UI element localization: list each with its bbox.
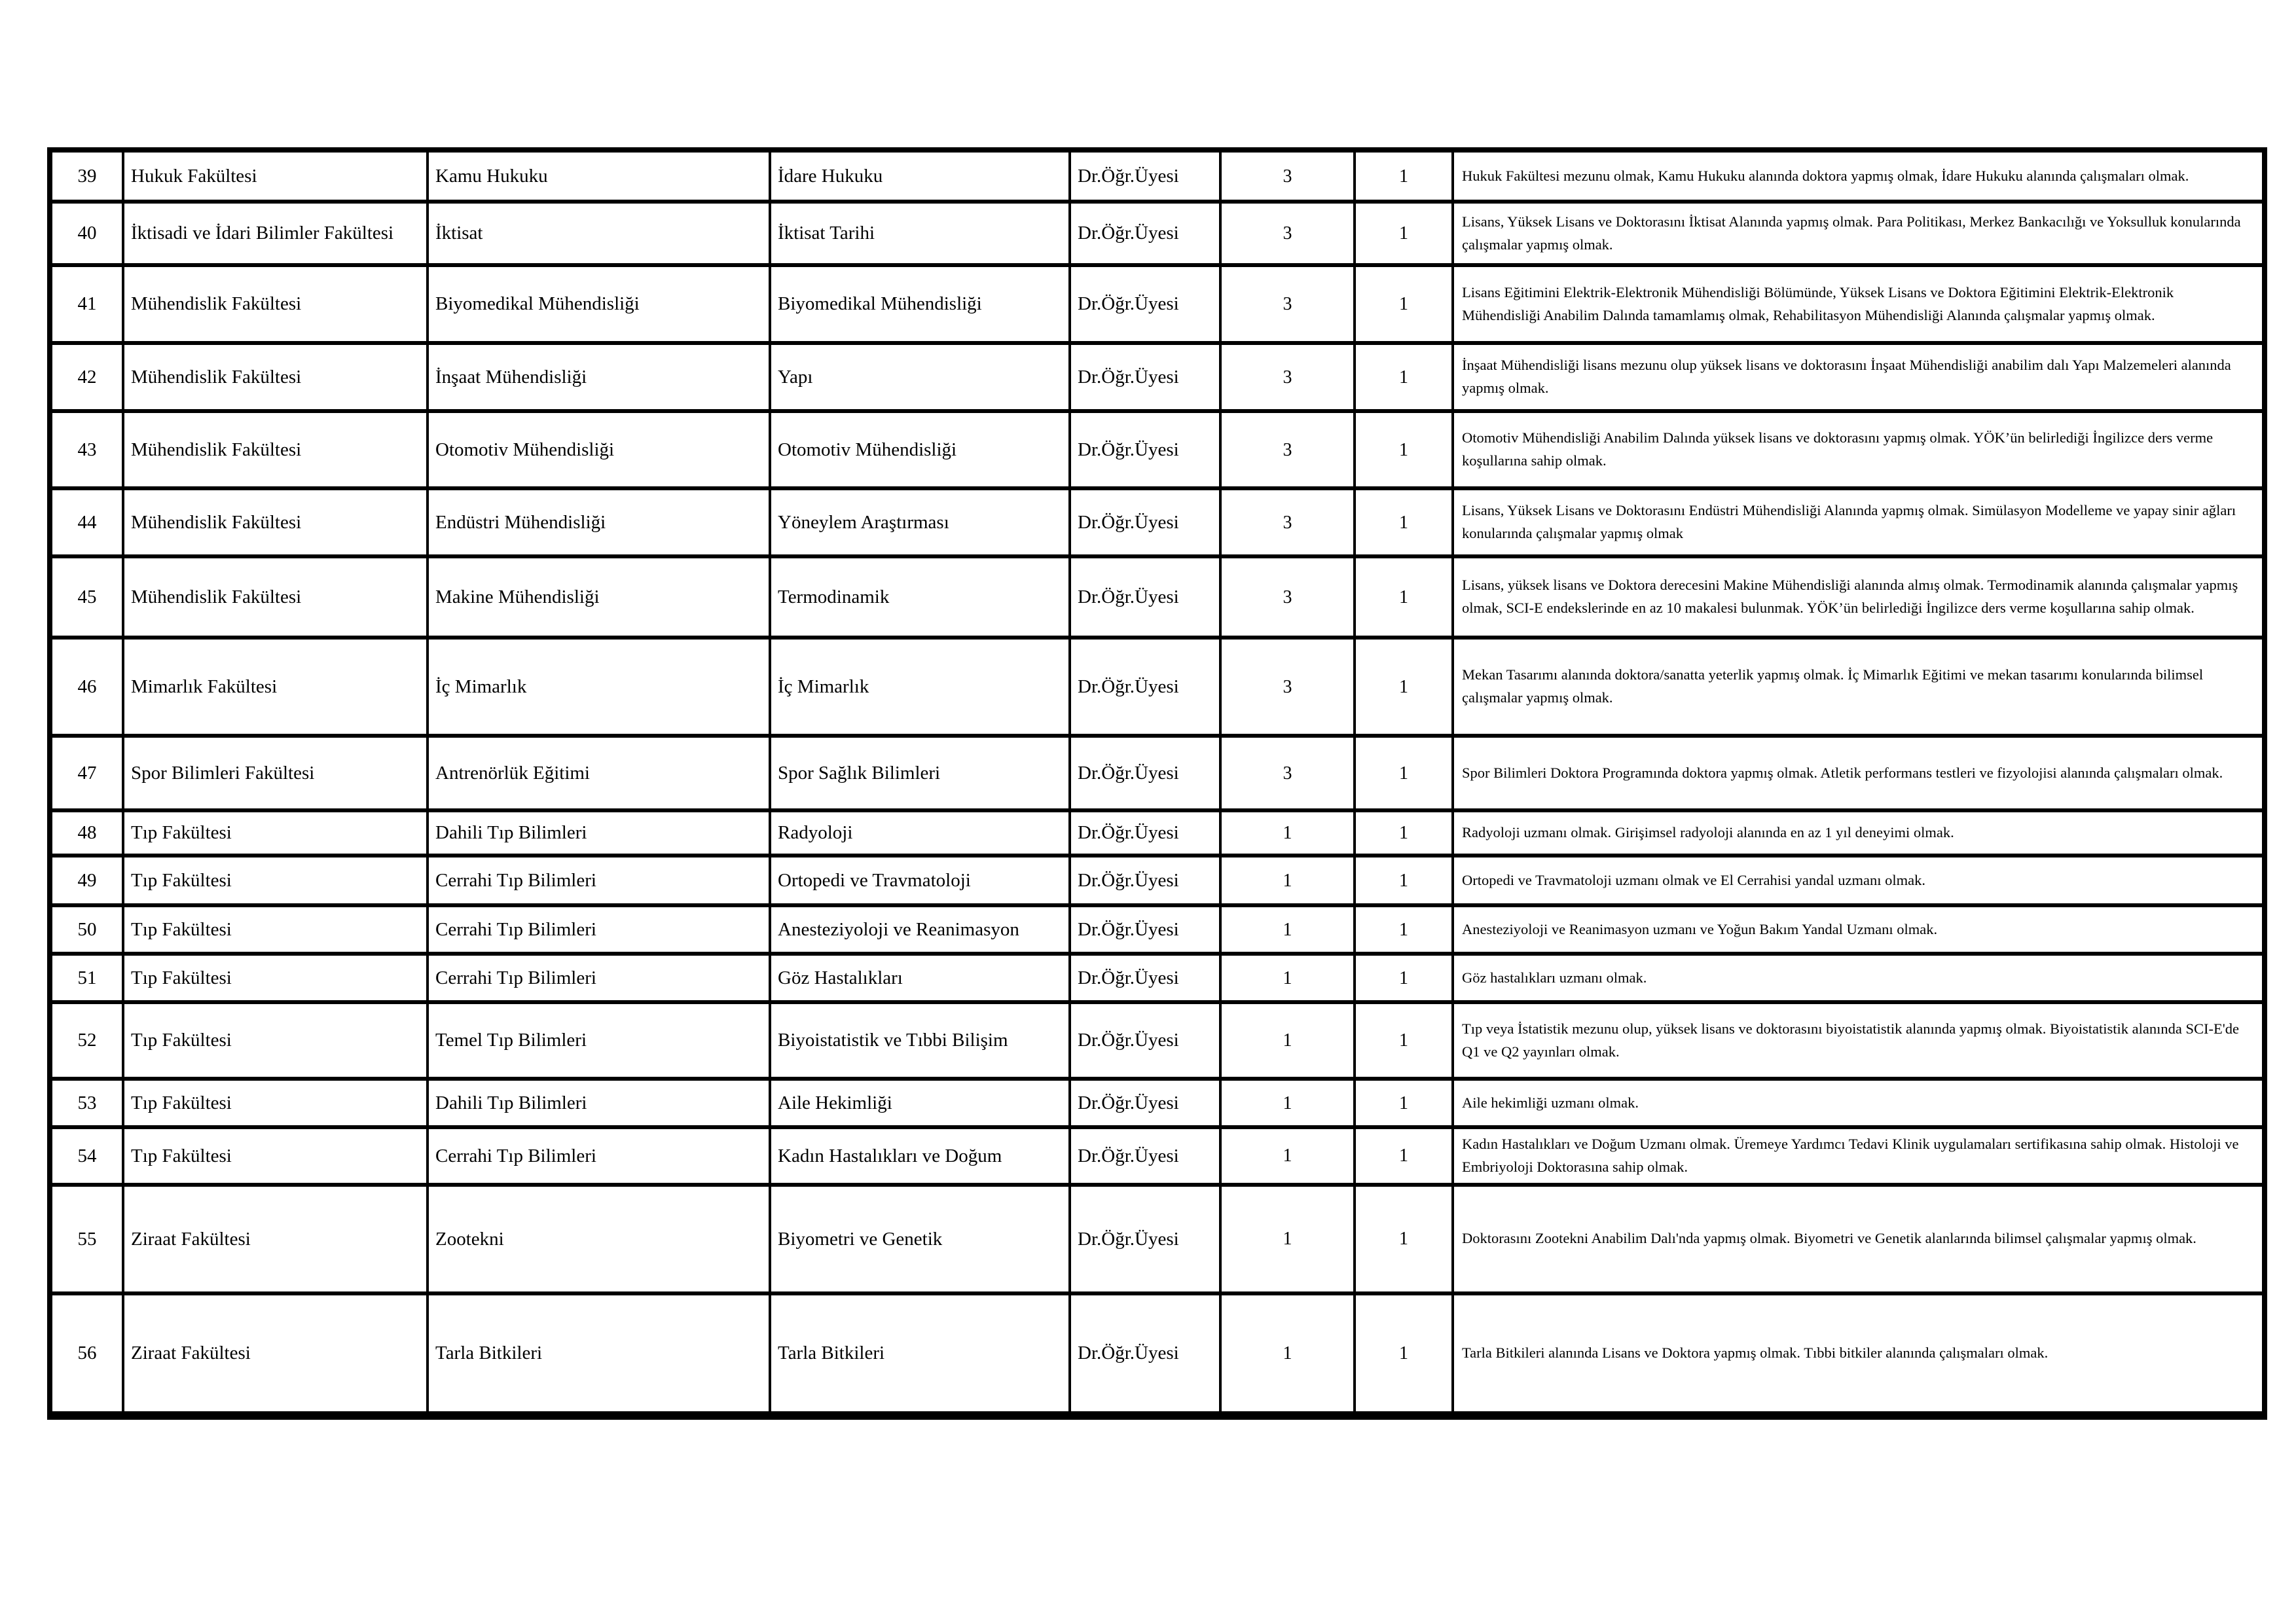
cell-quota: 3 <box>1220 265 1355 343</box>
cell-faculty: Mühendislik Fakültesi <box>123 556 428 638</box>
cell-title: Dr.Öğr.Üyesi <box>1070 638 1220 736</box>
cell-faculty: Tıp Fakültesi <box>123 905 428 954</box>
cell-count: 1 <box>1355 638 1453 736</box>
cell-title: Dr.Öğr.Üyesi <box>1070 150 1220 202</box>
cell-title: Dr.Öğr.Üyesi <box>1070 810 1220 856</box>
cell-program: Biyoistatistik ve Tıbbi Bilişim <box>770 1002 1070 1079</box>
cell-department: Otomotiv Mühendisliği <box>428 411 770 488</box>
cell-requirements: Mekan Tasarımı alanında doktora/sanatta yeterlik yapmış olmak. İç Mimarlık Eğitimi ve mekan tasarımı konularında bilimsel çalışmalar yapmış olmak. <box>1453 638 2265 736</box>
cell-faculty: Mühendislik Fakültesi <box>123 265 428 343</box>
cell-row-number: 39 <box>50 150 123 202</box>
cell-requirements: Hukuk Fakültesi mezunu olmak, Kamu Hukuku alanında doktora yapmış olmak, İdare Hukuku alanında çalışmaları olmak. <box>1453 150 2265 202</box>
cell-quota: 3 <box>1220 150 1355 202</box>
table-row <box>50 488 2265 556</box>
cell-requirements: İnşaat Mühendisliği lisans mezunu olup yüksek lisans ve doktorasını İnşaat Mühendisliği anabilim dalı Yapı Malzemeleri alanında yapmış olmak. <box>1453 343 2265 411</box>
table-row <box>50 736 2265 810</box>
cell-count: 1 <box>1355 556 1453 638</box>
cell-program: Kadın Hastalıkları ve Doğum <box>770 1127 1070 1185</box>
cell-quota: 1 <box>1220 856 1355 905</box>
cell-department: Dahili Tıp Bilimleri <box>428 1079 770 1127</box>
cell-department: İç Mimarlık <box>428 638 770 736</box>
cell-faculty: Spor Bilimleri Fakültesi <box>123 736 428 810</box>
cell-department: Temel Tıp Bilimleri <box>428 1002 770 1079</box>
position-table-body <box>50 150 2265 1416</box>
cell-title: Dr.Öğr.Üyesi <box>1070 556 1220 638</box>
cell-department: İktisat <box>428 202 770 265</box>
cell-requirements: Doktorasını Zootekni Anabilim Dalı'nda yapmış olmak. Biyometri ve Genetik alanlarında bilimsel çalışmalar yapmış olmak. <box>1453 1185 2265 1293</box>
cell-count: 1 <box>1355 1293 1453 1416</box>
cell-quota: 3 <box>1220 488 1355 556</box>
cell-quota: 3 <box>1220 736 1355 810</box>
cell-count: 1 <box>1355 343 1453 411</box>
cell-count: 1 <box>1355 488 1453 556</box>
table-row <box>50 638 2265 736</box>
cell-quota: 1 <box>1220 1293 1355 1416</box>
cell-row-number: 49 <box>50 856 123 905</box>
cell-department: Tarla Bitkileri <box>428 1293 770 1416</box>
cell-faculty: Ziraat Fakültesi <box>123 1293 428 1416</box>
table-row <box>50 265 2265 343</box>
cell-row-number: 55 <box>50 1185 123 1293</box>
table-row <box>50 411 2265 488</box>
cell-requirements: Radyoloji uzmanı olmak. Girişimsel radyoloji alanında en az 1 yıl deneyimi olmak. <box>1453 810 2265 856</box>
cell-count: 1 <box>1355 1079 1453 1127</box>
cell-program: Termodinamik <box>770 556 1070 638</box>
cell-title: Dr.Öğr.Üyesi <box>1070 202 1220 265</box>
cell-department: Biyomedikal Mühendisliği <box>428 265 770 343</box>
cell-requirements: Lisans Eğitimini Elektrik-Elektronik Mühendisliği Bölümünde, Yüksek Lisans ve Doktora Eğitimini Elektrik-Elektronik Mühendisliği Anabilim Dalında tamamlamış olmak, Rehabilitasyon Mühendisliği Alanında çalışmalar yapmış olmak. <box>1453 265 2265 343</box>
cell-program: Otomotiv Mühendisliği <box>770 411 1070 488</box>
cell-title: Dr.Öğr.Üyesi <box>1070 1293 1220 1416</box>
cell-department: Cerrahi Tıp Bilimleri <box>428 856 770 905</box>
cell-program: Biyometri ve Genetik <box>770 1185 1070 1293</box>
cell-faculty: Tıp Fakültesi <box>123 810 428 856</box>
cell-row-number: 45 <box>50 556 123 638</box>
cell-quota: 3 <box>1220 638 1355 736</box>
cell-requirements: Lisans, yüksek lisans ve Doktora derecesini Makine Mühendisliği alanında almış olmak. Termodinamik alanında çalışmalar yapmış olmak, SCI-E endekslerinde en az 10 makalesi bulunmak. YÖK’ün belirlediği İngilizce ders verme koşullarına sahip olmak. <box>1453 556 2265 638</box>
table-row <box>50 810 2265 856</box>
cell-department: Kamu Hukuku <box>428 150 770 202</box>
cell-quota: 1 <box>1220 1185 1355 1293</box>
cell-department: Cerrahi Tıp Bilimleri <box>428 1127 770 1185</box>
cell-quota: 3 <box>1220 411 1355 488</box>
cell-program: Aile Hekimliği <box>770 1079 1070 1127</box>
cell-requirements: Tarla Bitkileri alanında Lisans ve Doktora yapmış olmak. Tıbbi bitkiler alanında çalışmaları olmak. <box>1453 1293 2265 1416</box>
cell-program: Spor Sağlık Bilimleri <box>770 736 1070 810</box>
cell-count: 1 <box>1355 150 1453 202</box>
cell-requirements: Otomotiv Mühendisliği Anabilim Dalında yüksek lisans ve doktorasını yapmış olmak. YÖK’ün belirlediği İngilizce ders verme koşullarına sahip olmak. <box>1453 411 2265 488</box>
cell-faculty: Tıp Fakültesi <box>123 856 428 905</box>
cell-count: 1 <box>1355 1185 1453 1293</box>
cell-department: Dahili Tıp Bilimleri <box>428 810 770 856</box>
cell-faculty: Ziraat Fakültesi <box>123 1185 428 1293</box>
cell-count: 1 <box>1355 202 1453 265</box>
cell-program: Ortopedi ve Travmatoloji <box>770 856 1070 905</box>
table-row <box>50 856 2265 905</box>
cell-quota: 1 <box>1220 954 1355 1002</box>
cell-department: Endüstri Mühendisliği <box>428 488 770 556</box>
cell-row-number: 42 <box>50 343 123 411</box>
cell-title: Dr.Öğr.Üyesi <box>1070 1002 1220 1079</box>
cell-quota: 1 <box>1220 1079 1355 1127</box>
cell-row-number: 40 <box>50 202 123 265</box>
cell-quota: 3 <box>1220 343 1355 411</box>
cell-row-number: 53 <box>50 1079 123 1127</box>
cell-department: Zootekni <box>428 1185 770 1293</box>
cell-count: 1 <box>1355 954 1453 1002</box>
cell-program: Tarla Bitkileri <box>770 1293 1070 1416</box>
cell-requirements: Tıp veya İstatistik mezunu olup, yüksek lisans ve doktorasını biyoistatistik alanında yapmış olmak. Biyoistatistik alanında SCI-E'de Q1 ve Q2 yayınları olmak. <box>1453 1002 2265 1079</box>
cell-count: 1 <box>1355 856 1453 905</box>
table-row <box>50 905 2265 954</box>
cell-program: İç Mimarlık <box>770 638 1070 736</box>
cell-quota: 3 <box>1220 202 1355 265</box>
cell-faculty: Tıp Fakültesi <box>123 1127 428 1185</box>
cell-title: Dr.Öğr.Üyesi <box>1070 954 1220 1002</box>
table-row <box>50 150 2265 202</box>
cell-requirements: Kadın Hastalıkları ve Doğum Uzmanı olmak. Üremeye Yardımcı Tedavi Klinik uygulamaları sertifikasına sahip olmak. Histoloji ve Embriyoloji Doktorasına sahip olmak. <box>1453 1127 2265 1185</box>
table-row <box>50 954 2265 1002</box>
cell-program: Biyomedikal Mühendisliği <box>770 265 1070 343</box>
cell-row-number: 51 <box>50 954 123 1002</box>
cell-quota: 1 <box>1220 1002 1355 1079</box>
cell-quota: 1 <box>1220 1127 1355 1185</box>
table-row <box>50 1185 2265 1293</box>
cell-row-number: 50 <box>50 905 123 954</box>
table-row <box>50 556 2265 638</box>
cell-faculty: Hukuk Fakültesi <box>123 150 428 202</box>
cell-count: 1 <box>1355 265 1453 343</box>
cell-department: Cerrahi Tıp Bilimleri <box>428 954 770 1002</box>
cell-count: 1 <box>1355 1002 1453 1079</box>
cell-program: Yöneylem Araştırması <box>770 488 1070 556</box>
cell-row-number: 46 <box>50 638 123 736</box>
cell-faculty: Tıp Fakültesi <box>123 1002 428 1079</box>
table-row <box>50 343 2265 411</box>
table-row <box>50 202 2265 265</box>
cell-requirements: Anesteziyoloji ve Reanimasyon uzmanı ve Yoğun Bakım Yandal Uzmanı olmak. <box>1453 905 2265 954</box>
cell-title: Dr.Öğr.Üyesi <box>1070 905 1220 954</box>
cell-title: Dr.Öğr.Üyesi <box>1070 265 1220 343</box>
cell-faculty: Mühendislik Fakültesi <box>123 411 428 488</box>
cell-count: 1 <box>1355 810 1453 856</box>
cell-count: 1 <box>1355 1127 1453 1185</box>
cell-row-number: 47 <box>50 736 123 810</box>
table-row <box>50 1293 2265 1416</box>
cell-row-number: 43 <box>50 411 123 488</box>
cell-faculty: Tıp Fakültesi <box>123 1079 428 1127</box>
cell-title: Dr.Öğr.Üyesi <box>1070 488 1220 556</box>
cell-department: İnşaat Mühendisliği <box>428 343 770 411</box>
cell-title: Dr.Öğr.Üyesi <box>1070 1127 1220 1185</box>
cell-program: Radyoloji <box>770 810 1070 856</box>
cell-requirements: Lisans, Yüksek Lisans ve Doktorasını İktisat Alanında yapmış olmak. Para Politikası, Merkez Bankacılığı ve Yoksulluk konularında çalışmalar yapmış olmak. <box>1453 202 2265 265</box>
cell-requirements: Lisans, Yüksek Lisans ve Doktorasını Endüstri Mühendisliği Alanında yapmış olmak. Simülasyon Modelleme ve yapay sinir ağları konularında çalışmalar yapmış olmak <box>1453 488 2265 556</box>
cell-faculty: İktisadi ve İdari Bilimler Fakültesi <box>123 202 428 265</box>
cell-count: 1 <box>1355 736 1453 810</box>
cell-faculty: Tıp Fakültesi <box>123 954 428 1002</box>
cell-program: Göz Hastalıkları <box>770 954 1070 1002</box>
cell-row-number: 54 <box>50 1127 123 1185</box>
table-row <box>50 1079 2265 1127</box>
cell-requirements: Göz hastalıkları uzmanı olmak. <box>1453 954 2265 1002</box>
cell-quota: 1 <box>1220 905 1355 954</box>
cell-row-number: 44 <box>50 488 123 556</box>
cell-department: Cerrahi Tıp Bilimleri <box>428 905 770 954</box>
cell-program: İktisat Tarihi <box>770 202 1070 265</box>
cell-requirements: Spor Bilimleri Doktora Programında doktora yapmış olmak. Atletik performans testleri ve fizyolojisi alanında çalışmaları olmak. <box>1453 736 2265 810</box>
cell-department: Makine Mühendisliği <box>428 556 770 638</box>
cell-title: Dr.Öğr.Üyesi <box>1070 343 1220 411</box>
cell-title: Dr.Öğr.Üyesi <box>1070 736 1220 810</box>
cell-row-number: 52 <box>50 1002 123 1079</box>
cell-quota: 3 <box>1220 556 1355 638</box>
cell-row-number: 56 <box>50 1293 123 1416</box>
table-row <box>50 1002 2265 1079</box>
cell-title: Dr.Öğr.Üyesi <box>1070 856 1220 905</box>
cell-row-number: 48 <box>50 810 123 856</box>
cell-department: Antrenörlük Eğitimi <box>428 736 770 810</box>
cell-requirements: Aile hekimliği uzmanı olmak. <box>1453 1079 2265 1127</box>
cell-faculty: Mühendislik Fakültesi <box>123 343 428 411</box>
cell-row-number: 41 <box>50 265 123 343</box>
cell-program: Yapı <box>770 343 1070 411</box>
table-row <box>50 1127 2265 1185</box>
cell-program: Anesteziyoloji ve Reanimasyon <box>770 905 1070 954</box>
cell-faculty: Mimarlık Fakültesi <box>123 638 428 736</box>
cell-title: Dr.Öğr.Üyesi <box>1070 1185 1220 1293</box>
cell-title: Dr.Öğr.Üyesi <box>1070 1079 1220 1127</box>
cell-count: 1 <box>1355 905 1453 954</box>
cell-quota: 1 <box>1220 810 1355 856</box>
cell-requirements: Ortopedi ve Travmatoloji uzmanı olmak ve El Cerrahisi yandal uzmanı olmak. <box>1453 856 2265 905</box>
position-table <box>47 147 2267 1420</box>
cell-program: İdare Hukuku <box>770 150 1070 202</box>
cell-faculty: Mühendislik Fakültesi <box>123 488 428 556</box>
cell-count: 1 <box>1355 411 1453 488</box>
cell-title: Dr.Öğr.Üyesi <box>1070 411 1220 488</box>
